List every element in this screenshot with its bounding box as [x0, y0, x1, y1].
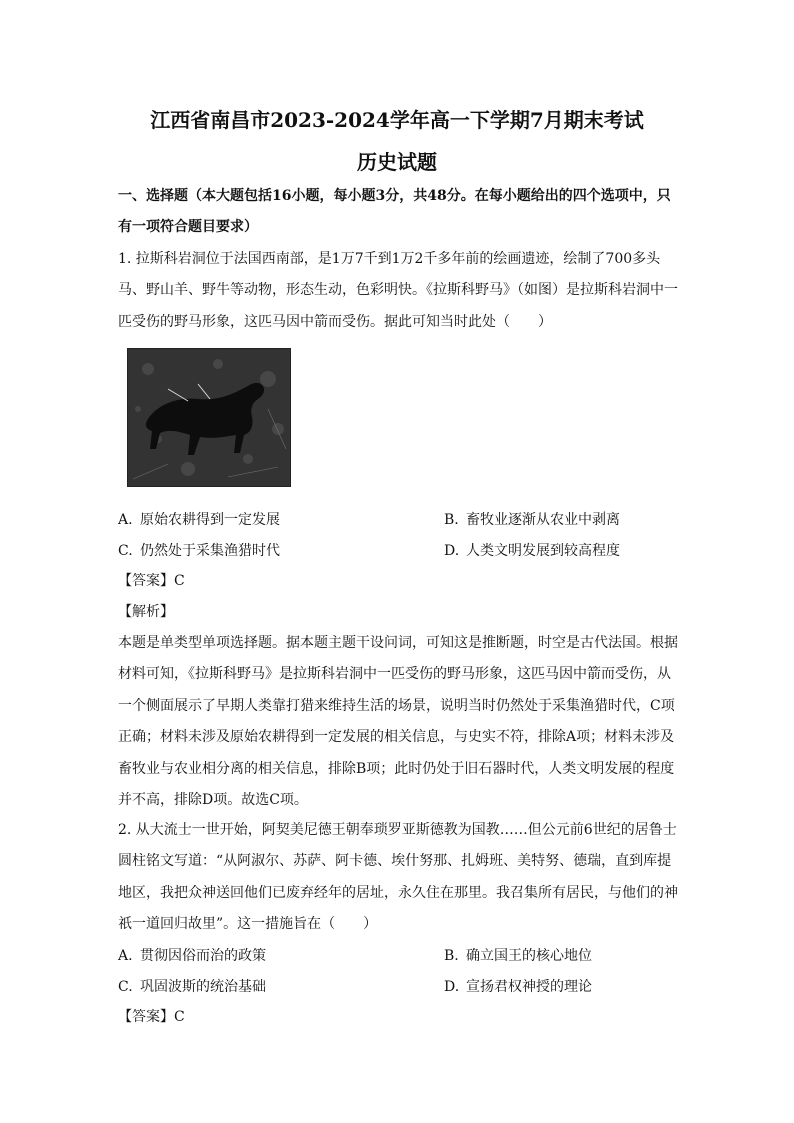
document-title: 江西省南昌市2023-2024学年高一下学期7月期末考试	[150, 108, 644, 132]
option-a[interactable]: A. 原始农耕得到一定发展	[118, 512, 280, 528]
question-1-options-row-1	[118, 509, 678, 533]
option-d[interactable]: D. 人类文明发展到较高程度	[444, 543, 620, 559]
section-heading: 一、选择题（本大题包括16小题，每小题3分，共48分。在每小题给出的四个选项中，只有一项符合题目要求）	[118, 188, 671, 236]
horse-silhouette-icon	[128, 349, 290, 486]
option-d[interactable]: D. 宣扬君权神授的理论	[444, 979, 592, 995]
option-b[interactable]: B. 确立国王的核心地位	[444, 948, 592, 964]
option-a[interactable]: A. 贯彻因俗而治的政策	[118, 948, 266, 964]
cave-painting-horse-image	[127, 348, 291, 487]
question-2-options-row-1	[118, 945, 678, 969]
question-2-stem: 2. 从大流士一世开始，阿契美尼德王朝奉琐罗亚斯德教为国教……但公元前6世纪的居鲁士圆柱铭文写道：“从阿淑尔、苏萨、阿卡德、埃什努那、扎姆班、美特努、德瑞，直到库提地区，我把众神送回他们已废弃经年的居址，永久住在那里。我召集所有居民，与他们的神祇一道回归故里”。这一措施旨在（ ）	[118, 822, 678, 933]
question-1-answer: 【答案】C	[118, 573, 185, 589]
question-1-stem: 1. 拉斯科岩洞位于法国西南部，是1万7千到1万2千多年前的绘画遗迹，绘制了700多头马、野山羊、野牛等动物，形态生动，色彩明快。《拉斯科野马》（如图）是拉斯科岩洞中一匹受伤的野马形象，这匹马因中箭而受伤。据此可知当时此处（ ）	[118, 251, 678, 330]
question-2-answer: 【答案】C	[118, 1009, 185, 1025]
question-1-analysis: 本题是单类型单项选择题。据本题主题干设问词，可知这是推断题，时空是古代法国。根据材料可知，《拉斯科野马》是拉斯科岩洞中一匹受伤的野马形象，这匹马因中箭而受伤，从一个侧面展示了早期人类靠打猎来维持生活的场景，说明当时仍然处于采集渔猎时代，C项正确；材料未涉及原始农耕得到一定发展的相关信息，与史实不符，排除A项；材料未涉及畜牧业与农业相分离的相关信息，排除B项；此时仍处于旧石器时代，人类文明发展的程度并不高，排除D项。故选C项。	[118, 635, 678, 809]
question-1-analysis-label: 【解析】	[118, 604, 174, 620]
document-subtitle: 历史试题	[357, 150, 437, 174]
option-c[interactable]: C. 巩固波斯的统治基础	[118, 979, 266, 995]
option-b[interactable]: B. 畜牧业逐渐从农业中剥离	[444, 512, 620, 528]
question-2-options-row-2	[118, 976, 678, 1000]
question-1-options-row-2	[118, 540, 678, 564]
option-c[interactable]: C. 仍然处于采集渔猎时代	[118, 543, 280, 559]
